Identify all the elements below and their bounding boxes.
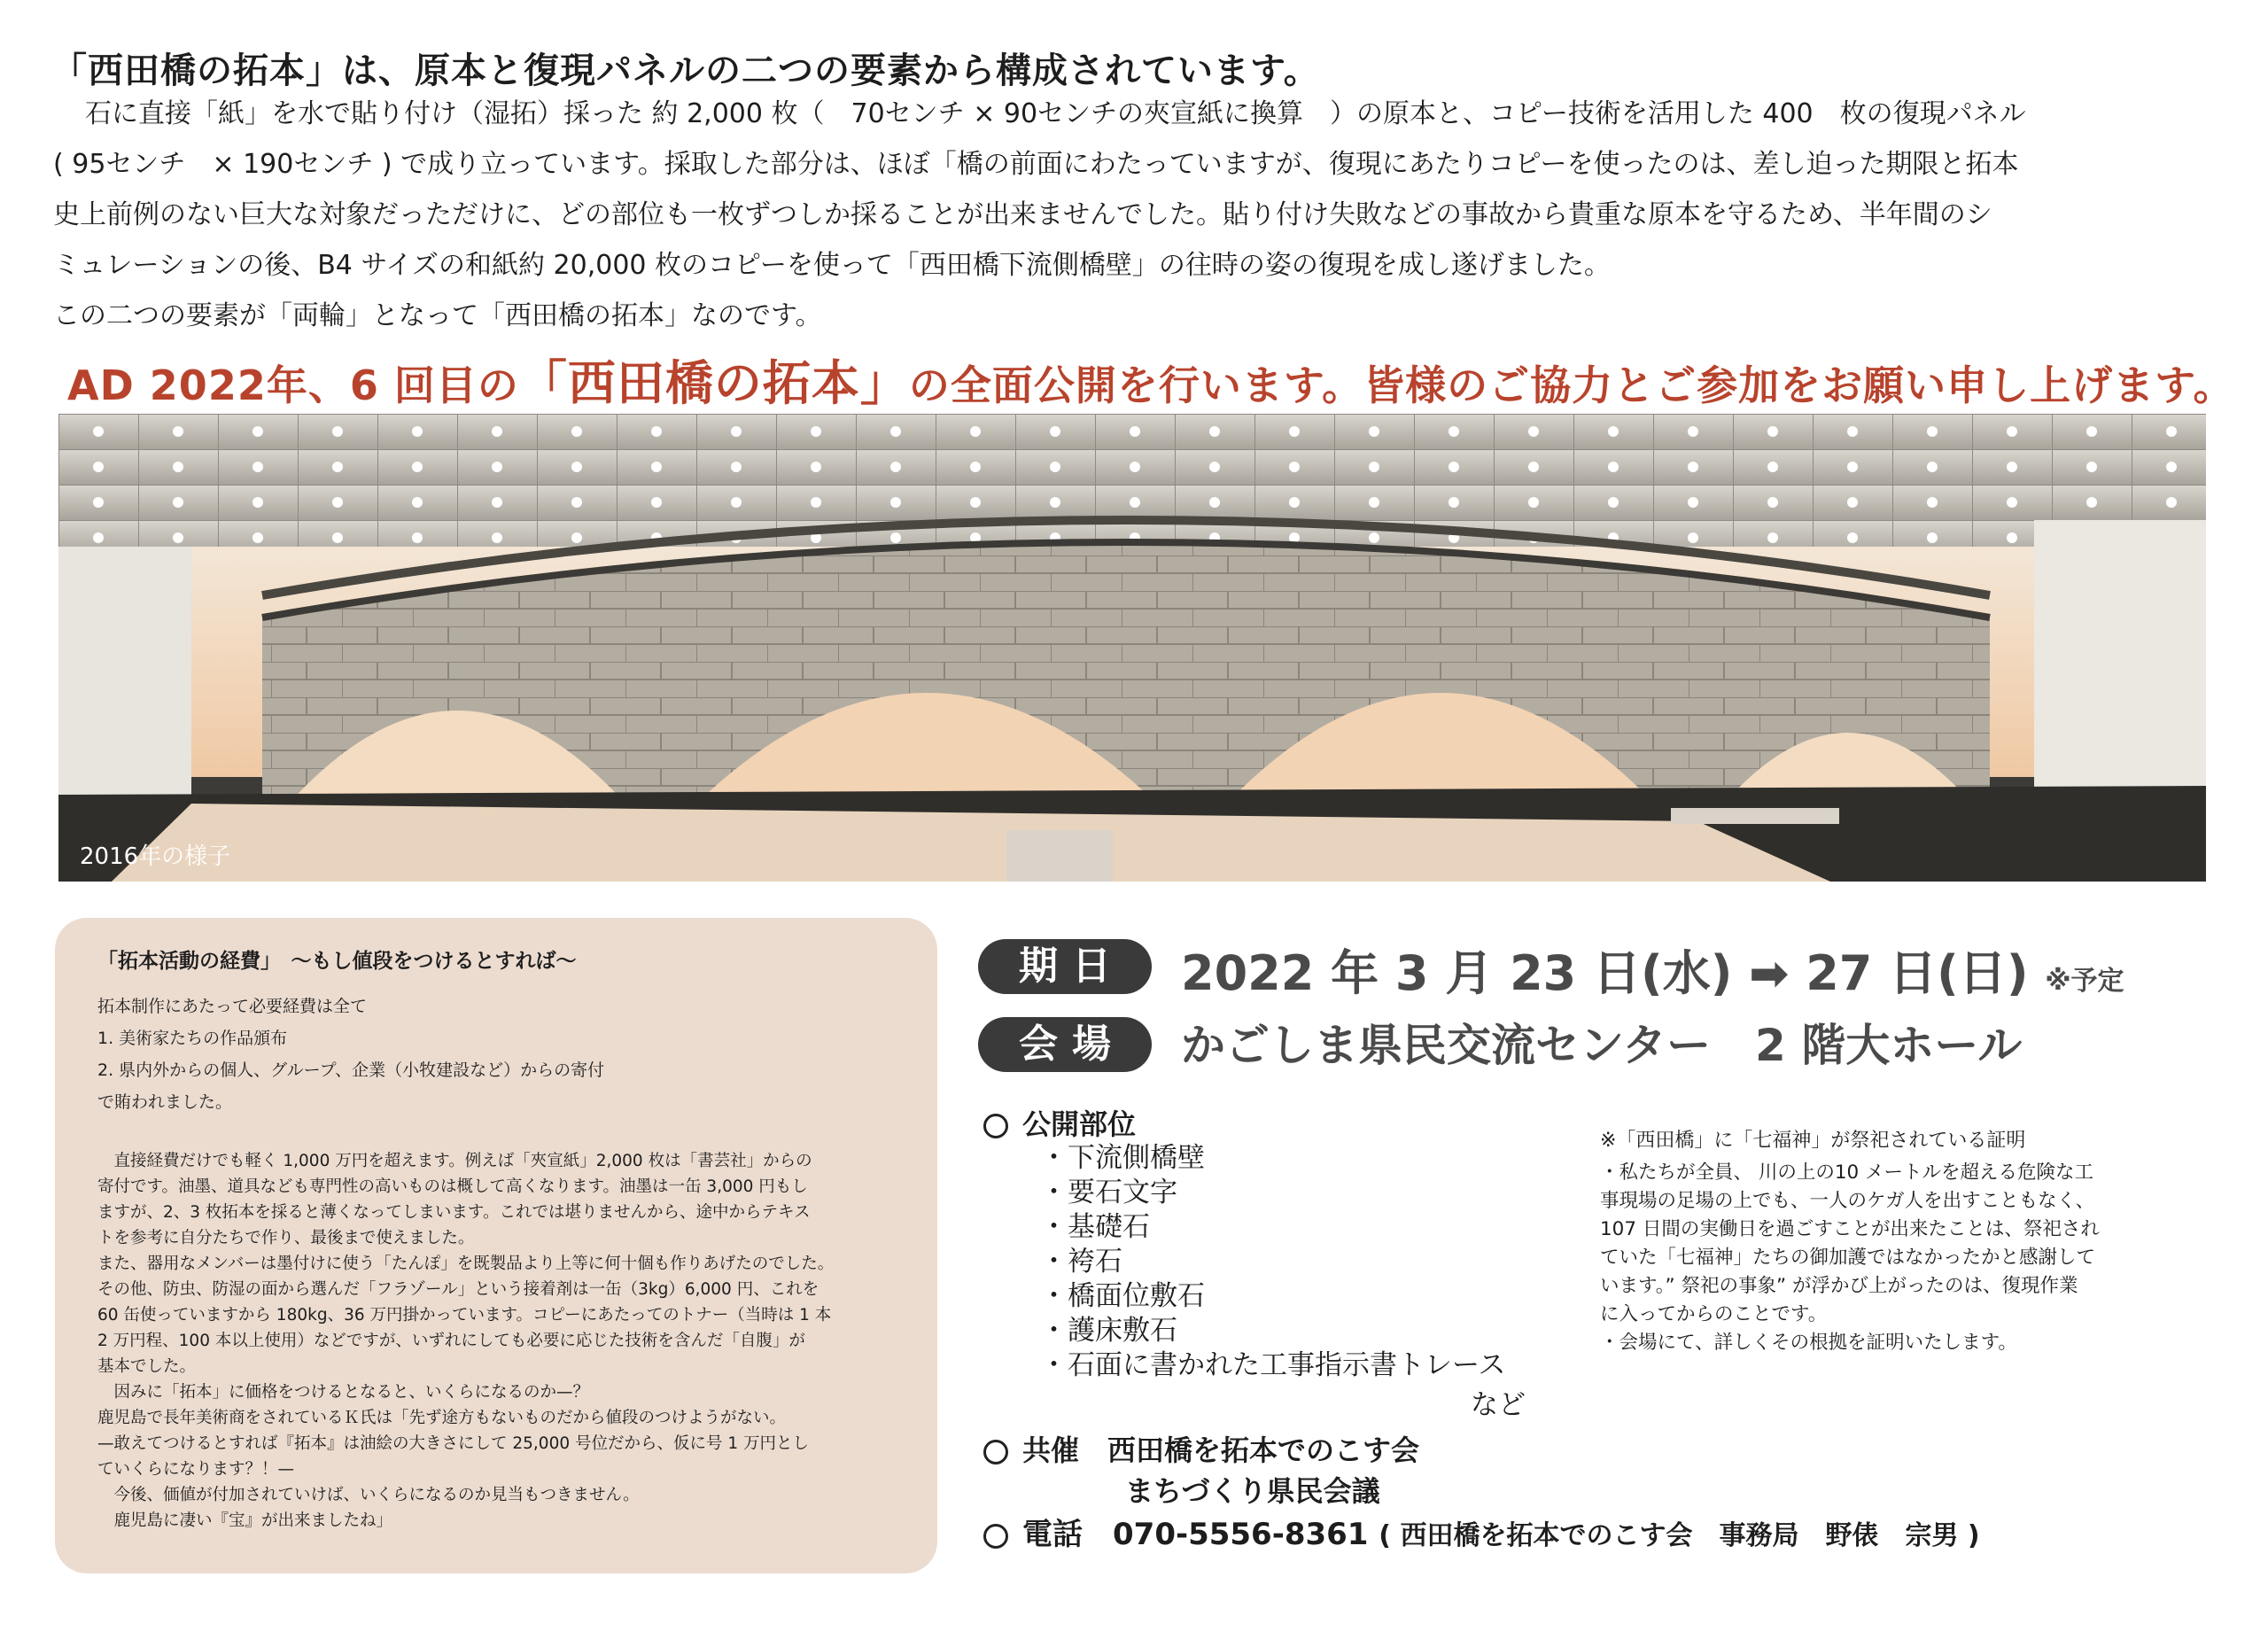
list-item: ・橋面位敷石: [1040, 1280, 1205, 1312]
cost-body: [97, 1148, 913, 1534]
seven-gods-title: ※「西田橋」に「七福神」が祭祀されている証明: [1600, 1130, 2026, 1152]
cost-line: 60 缶使っていますから 180kg、36 万円掛かっています。コピーにあたってのトナー（当時は 1 本: [97, 1306, 832, 1325]
list-item: ・下流側橋壁: [1040, 1142, 1205, 1174]
cost-line: 2 万円程、100 本以上使用）などですが、いずれにしても必要に応じた技術を含んだ「自腹」が: [97, 1332, 805, 1350]
exhibition-hall-illustration: [58, 414, 2206, 882]
circle-bullet-icon: [983, 1114, 1008, 1138]
seven-gods-line: ・私たちが全員、 川の上の10 メートルを超える危険な工: [1600, 1161, 2094, 1184]
intro-line: ( 95センチ × 190センチ ) で成り立っています。採取した部分は、ほぼ「橋の前面にわたっていますが、復現にあたりコピーを使ったのは、差し迫った期限と拓本: [53, 149, 2019, 180]
intro-line: 石に直接「紙」を水で貼り付け（湿拓）採った 約 2,000 枚（ 70センチ × 90センチの夾宣紙に換算 ）の原本と、コピー技術を活用した 400 枚の復現パネル: [85, 98, 2026, 129]
list-item: 2. 県内外からの個人、グループ、企業（小牧建設など）からの寄付: [97, 1060, 605, 1080]
parts-heading-label: 公開部位: [1022, 1107, 1137, 1141]
announcement-highlight: 「西田橋の拓本」: [518, 355, 909, 411]
cost-title: 「拓本活動の経費」 ～もし値段をつけるとすれば～: [97, 950, 577, 973]
cost-line: ていくらになります？！—: [97, 1460, 295, 1479]
seven-gods-line: ていた「七福神」たちの御加護ではなかったかと感謝して: [1600, 1247, 2096, 1269]
seven-gods-line: 107 日間の実働日を過ごすことが出来たことは、祭祀され: [1600, 1218, 2100, 1240]
seven-gods-line: います。” 祭祀の事象” が浮かび上がったのは、復現作業: [1600, 1275, 2078, 1297]
cost-line: 因みに「拓本」に価格をつけるとなると、いくらになるのか—？: [97, 1383, 590, 1402]
event-date-value: 2022 年 3 月 23 日(水) ➡ 27 日(日): [1181, 945, 2029, 1001]
seven-gods-line: に入ってからのことです。: [1600, 1303, 1828, 1325]
seven-gods-note: [1600, 1127, 2167, 1357]
cost-line: 直接経費だけでも軽く 1,000 万円を超えます。例えば「夾宣紙」2,000 枚は「書芸社」からの: [97, 1152, 812, 1170]
list-item: ・袴石: [1040, 1246, 1122, 1278]
announcement-post: の全面公開を行います。皆様のご協力とご参加をお願い申し上げます。: [908, 361, 2235, 409]
seven-gods-line: 事現場の足場の上でも、一人のケガ人を出すこともなく、: [1600, 1190, 2095, 1212]
event-venue: かごしま県民交流センター 2 階大ホール: [1181, 1020, 2023, 1071]
event-date-note: ※予定: [2045, 966, 2124, 997]
cost-line: その他、防虫、防湿の面から選んだ「フラゾール」という接着剤は一缶（3kg）6,000 円、これを: [97, 1280, 819, 1299]
phone-contact: [983, 1510, 1980, 1553]
phone-number: 電話 070-5556-8361: [1022, 1517, 1369, 1552]
seven-gods-line: ・会場にて、詳しくその根拠を証明いたします。: [1600, 1332, 2017, 1354]
cost-info-box: [55, 918, 937, 1573]
parts-etc: など: [1471, 1389, 1526, 1421]
cost-line: トを参考に自分たちで作り、最後まで使えました。: [97, 1229, 475, 1247]
list-item: 1. 美術家たちの作品頒布: [97, 1029, 288, 1048]
list-item: 拓本制作にあたって必要経費は全て: [97, 997, 368, 1016]
cost-line: 鹿児島で長年美術商をされているＫ氏は「先ず途方もないものだから値段のつけようがない。: [97, 1409, 787, 1427]
date-label-pill: 期日: [978, 939, 1152, 994]
announcement: [67, 346, 2235, 414]
cost-line: 今後、価値が付加されていけば、いくらになるのか見当もつきません。: [97, 1486, 640, 1504]
cost-line: また、器用なメンバーは墨付けに使う「たんぽ」を既製品より上等に何十個も作りあげたのでした。: [97, 1255, 835, 1273]
sponsor-second: まちづくり県民会議: [1125, 1474, 1380, 1508]
parts-list: [1040, 1141, 1505, 1383]
exhibition-photo: [58, 414, 2206, 882]
circle-bullet-icon: [983, 1440, 1008, 1464]
cost-line: 寄付です。油墨、道具なども専門性の高いものは概して高くなります。油墨は一缶 3,000 円もし: [97, 1177, 808, 1196]
list-item: ・基礎石: [1040, 1211, 1150, 1243]
phone-detail: ( 西田橋を拓本でのこす会 事務局 野俵 宗男 ): [1379, 1520, 1980, 1551]
sponsor-label: 共催 西田橋を拓本でのこす会: [1022, 1433, 1420, 1467]
cost-line: —敢えてつけるとすれば『拓本』は油絵の大きさにして 25,000 号位だから、仮に号 1 万円とし: [97, 1434, 810, 1453]
headline: 「西田橋の拓本」は、原本と復現パネルの二つの要素から構成されています。: [51, 50, 1320, 91]
cost-line: ますが、2、3 枚拓本を採ると薄くなってしまいます。これでは堪りませんから、途中からテキス: [97, 1203, 811, 1222]
circle-bullet-icon: [983, 1524, 1008, 1549]
announcement-pre: AD 2022年、6 回目の: [67, 361, 519, 409]
list-item: ・石面に書かれた工事指示書トレース: [1040, 1349, 1506, 1381]
intro-line: ミュレーションの後、B4 サイズの和紙約 20,000 枚のコピーを使って「西田橋下流側橋壁」の往時の姿の復現を成し遂げました。: [53, 250, 1611, 281]
cost-line: 鹿児島に凄い『宝』が出来ましたね」: [97, 1511, 393, 1530]
intro-text: [53, 89, 2206, 341]
cost-funding-list: [97, 991, 604, 1118]
cost-line: 基本でした。: [97, 1357, 197, 1376]
intro-line: 史上前例のない巨大な対象だっただけに、どの部位も一枚ずつしか採ることが出来ませんでした。貼り付け失敗などの事故から貴重な原本を守るため、半年間のシ: [53, 199, 1992, 230]
event-date: [1181, 936, 2124, 1004]
photo-caption: 2016年の様子: [80, 843, 231, 870]
intro-line: この二つの要素が「両輪」となって「西田橋の拓本」なのです。: [53, 300, 822, 331]
list-item: ・要石文字: [1040, 1177, 1177, 1208]
venue-label-pill: 会場: [978, 1017, 1152, 1072]
parts-heading: [983, 1102, 1136, 1143]
sponsor-heading: [983, 1428, 1419, 1469]
list-item: ・護床敷石: [1040, 1315, 1177, 1347]
list-item: で賄われました。: [97, 1092, 233, 1112]
